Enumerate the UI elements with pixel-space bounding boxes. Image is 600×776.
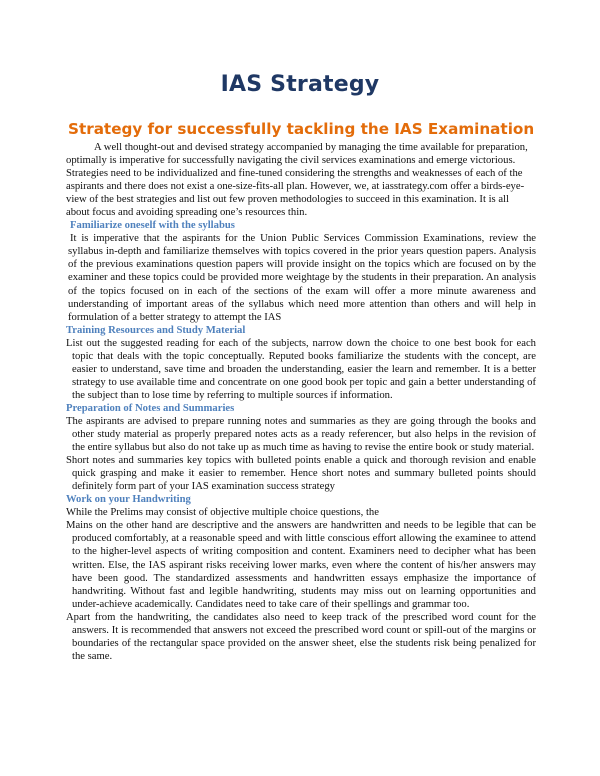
notes-paragraph-2: Short notes and summaries key topics with bulleted points enable a quick and thorough revision and enable quick grasping and make it easier to remember. Hence short notes and summary bulleted points should definitely form part of your IAS examination success strategy xyxy=(66,455,536,493)
handwriting-paragraph-1: While the Prelims may consist of objective multiple choice questions, the xyxy=(66,507,379,519)
handwriting-paragraph-3: Apart from the handwriting, the candidates also need to keep track of the prescribed word count for the answers. It is recommended that answers not exceed the prescribed word count or spill-out of the margins or boundaries of the rectangular space provided on the answer sheet, else the students risk being penalized for the same. xyxy=(66,611,536,662)
section-heading-resources: Training Resources and Study Material xyxy=(66,324,246,336)
main-heading: Strategy for successfully tackling the IAS Examination xyxy=(68,120,535,138)
section-heading-handwriting: Work on your Handwriting xyxy=(66,494,191,506)
document-body xyxy=(66,141,536,663)
section-heading-notes: Preparation of Notes and Summaries xyxy=(66,402,235,414)
section-heading-syllabus: Familiarize oneself with the syllabus xyxy=(70,220,235,232)
intro-paragraph: A well thought-out and devised strategy accompanied by managing the time available for preparation, optimally is imperative for successfully navigating the civil services examinations and emerge victorious. Strategies need to be individualized and fine-tuned considering the strengths and weaknesses of each of the aspirants and there does not exist a one-size-fits-all plan. However, we, at iasstrategy.com offer a birds-eye-view of the best strategies and list out few proven methodologies to succeed in this examination. It is all about focus and avoiding spreading one’s resources thin. xyxy=(66,142,528,219)
notes-paragraph-1: The aspirants are advised to prepare running notes and summaries as they are going through the books and other study material as properly prepared notes acts as a ready referencer, but also helps in the revision of the entire syllabus but also do not take up as much time as having to revise the entire book or study material. xyxy=(66,415,536,454)
page-title: IAS Strategy xyxy=(220,72,380,97)
syllabus-paragraph: It is imperative that the aspirants for the Union Public Services Commission Examinations, review the syllabus in-depth and familiarize themselves with topics covered in the prior years question papers. Analysis of the previous examinations question papers will provide insight on the topics which are focused on by the examiner and these topics could be provided more weightage by the students in their preparation. An analysis of the topics focused on in each of the sections of the exam will offer a more minute awareness and understanding of important areas of the syllabus which need more attention than others and will help in formulation of a better strategy to attempt the IAS xyxy=(68,233,536,323)
handwriting-paragraph-2: Mains on the other hand are descriptive and the answers are handwritten and needs to be legible that can be produced comfortably, at a reasonable speed and with little conscious effort allowing the examinee to attend to the higher-level aspects of writing composition and content. Examiners need to decipher what has been written. Else, the IAS aspirant risks receiving lower marks, even where the content of his/her answers may have been good. The standardized assessments and handwritten essays emphasize the importance of handwriting. Without fast and legible handwriting, students may miss out on learning opportunities and under-achieve academically. Candidates need to take care of their spellings and grammar too. xyxy=(66,520,536,610)
resources-paragraph: List out the suggested reading for each of the subjects, narrow down the choice to one best book for each topic that deals with the topic conceptually. Reputed books familiarize the students with the concept, are easier to understand, save time and broaden the understanding, easier the learn and remember. It is a better strategy to use available time and concentrate on one good book per topic and gain a better understanding of the subject than to lose time by referring to multiple sources if information. xyxy=(66,337,536,401)
